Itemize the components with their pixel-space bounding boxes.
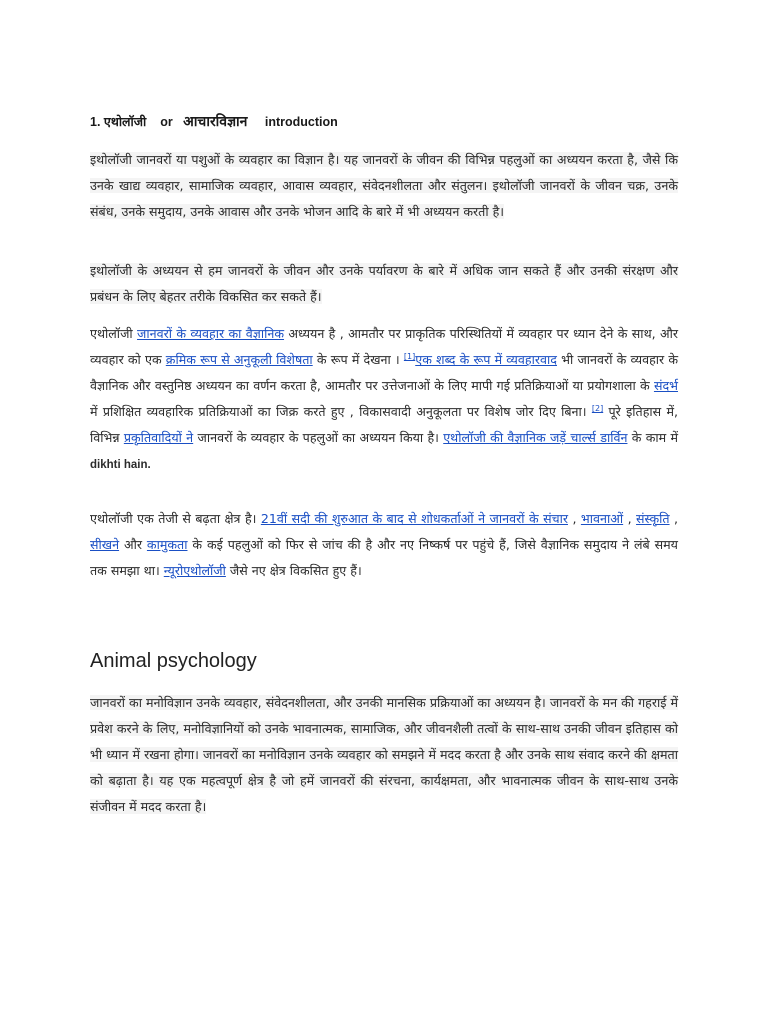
paragraph-ethology-benefits	[90, 258, 678, 310]
text-run: के रूप में देखना ।	[312, 352, 404, 367]
link-emotions[interactable]: भावनाओं	[580, 511, 624, 526]
text-run: ,	[623, 511, 637, 526]
text-run: एथोलॉजी	[90, 326, 138, 341]
link-neuroethology[interactable]: न्यूरोएथोलॉजी	[163, 563, 226, 578]
paragraph-ethology-definition	[90, 147, 678, 225]
link-animal-behavior-scientific[interactable]: जानवरों के व्यवहार का वैज्ञानिक	[137, 326, 285, 341]
link-behaviorism[interactable]: एक शब्द के रूप में व्यवहारवाद	[415, 352, 557, 367]
text-run: एथोलॉजी एक तेजी से बढ़ता क्षेत्र है।	[90, 511, 261, 526]
section-heading	[90, 112, 338, 131]
latin-text: dikhti hain.	[90, 459, 151, 471]
text-run: पूरे इतिहास में, विभिन्न	[90, 404, 678, 445]
paragraph-ethology-scientific	[90, 321, 678, 478]
link-sexuality[interactable]: कामुकता	[146, 537, 188, 552]
heading-hindi-acharvigyan: आचारविज्ञान	[183, 113, 248, 129]
heading-hindi-ethology: एथोलॉजी	[103, 115, 147, 129]
link-culture[interactable]: संस्कृति	[636, 511, 670, 526]
paragraph-text: जानवरों का मनोविज्ञान उनके व्यवहार, संवेदनशीलता, और उनकी मानसिक प्रक्रियाओं का अध्ययन है। जानवरों के मन की गहराई में प्रवेश करने के लिए, मनोविज्ञानियों को उनके भावनात्मक, सामाजिक, और जीवनशैली तत्वों के साथ-साथ उनकी जीवन इतिहास को भी ध्यान में रखना होगा। जानवरों का मनोविज्ञान उनके व्यवहार को समझने में मदद करता है और उनके साथ संवाद करने की क्षमता को बढ़ाता है। यह एक महत्वपूर्ण क्षेत्र है जो हमें जानवरों की संरचना, कार्यक्षमता, और भावनात्मक जीवन के साथ-साथ उनके संजीवन में मदद करता है।	[90, 695, 678, 814]
reference-1[interactable]: [1]	[403, 351, 416, 361]
reference-2[interactable]: [2]	[591, 403, 604, 413]
text-run: ,	[669, 511, 679, 526]
text-run: भी जानवरों के व्यवहार के वैज्ञानिक और वस्तुनिष्ठ अध्ययन का वर्णन करता है, आमतौर पर उत्तेजनाओं के लिए मापी गई प्रतिक्रियाओं या प्रयोगशाला के	[90, 352, 679, 393]
link-darwin-roots[interactable]: एथोलॉजी की वैज्ञानिक जड़ें चार्ल्स डार्विन	[443, 430, 628, 445]
text-run: ,	[568, 511, 581, 526]
link-context[interactable]: संदर्भ	[653, 378, 678, 393]
paragraph-text: इथोलॉजी के अध्ययन से हम जानवरों के जीवन और उनके पर्यावरण के बारे में अधिक जान सकते हैं और उनकी संरक्षण और प्रबंधन के लिए बेहतर तरीके विकसित कर सकते हैं।	[90, 263, 678, 304]
section-title-animal-psychology: Animal psychology	[90, 650, 257, 672]
text-run: अध्ययन है , आमतौर पर प्राकृतिक परिस्थितियों में व्यवहार पर ध्यान देने के साथ, और व्यवहार को एक	[90, 326, 679, 367]
heading-number: 1.	[90, 115, 101, 129]
text-run: के काम में	[627, 430, 678, 445]
text-run: जानवरों के व्यवहार के पहलुओं का अध्ययन किया है।	[193, 430, 444, 445]
text-run: जैसे नए क्षेत्र विकसित हुए हैं।	[225, 563, 362, 578]
paragraph-ethology-growth	[90, 506, 678, 584]
heading-or: or	[160, 115, 173, 129]
link-adaptive-trait[interactable]: क्रमिक रूप से अनुकूली विशेषता	[165, 352, 313, 367]
link-learning[interactable]: सीखने	[90, 537, 120, 552]
text-run: में प्रशिक्षित व्यवहारिक प्रतिक्रियाओं का जिक्र करते हुए , विकासवादी अनुकूलता पर विशेष जोर दिए बिना।	[90, 404, 592, 419]
paragraph-animal-psychology	[90, 690, 678, 820]
paragraph-text: इथोलॉजी जानवरों या पशुओं के व्यवहार का विज्ञान है। यह जानवरों के जीवन की विभिन्न पहलुओं का अध्ययन करता है, जैसे कि उनके खाद्य व्यवहार, सामाजिक व्यवहार, आवास व्यवहार, संवेदनशीलता और संतुलन। इथोलॉजी जानवरों के जीवन चक्र, उनके संबंध, उनके समुदाय, उनके आवास और उनके भोजन आदि के बारे में भी अध्ययन करती है।	[90, 152, 678, 219]
text-run: के कई पहलुओं को फिर से जांच की है और नए निष्कर्ष पर पहुंचे हैं, जिसे वैज्ञानिक समुदाय ने लंबे समय तक समझा था।	[90, 537, 678, 578]
text-run: और	[119, 537, 147, 552]
link-naturalists[interactable]: प्रकृतिवादियों ने	[123, 430, 194, 445]
heading-introduction: introduction	[264, 115, 338, 129]
link-research-communication[interactable]: 21वीं सदी की शुरुआत के बाद से शोधकर्ताओं ने जानवरों के संचार	[260, 511, 568, 526]
